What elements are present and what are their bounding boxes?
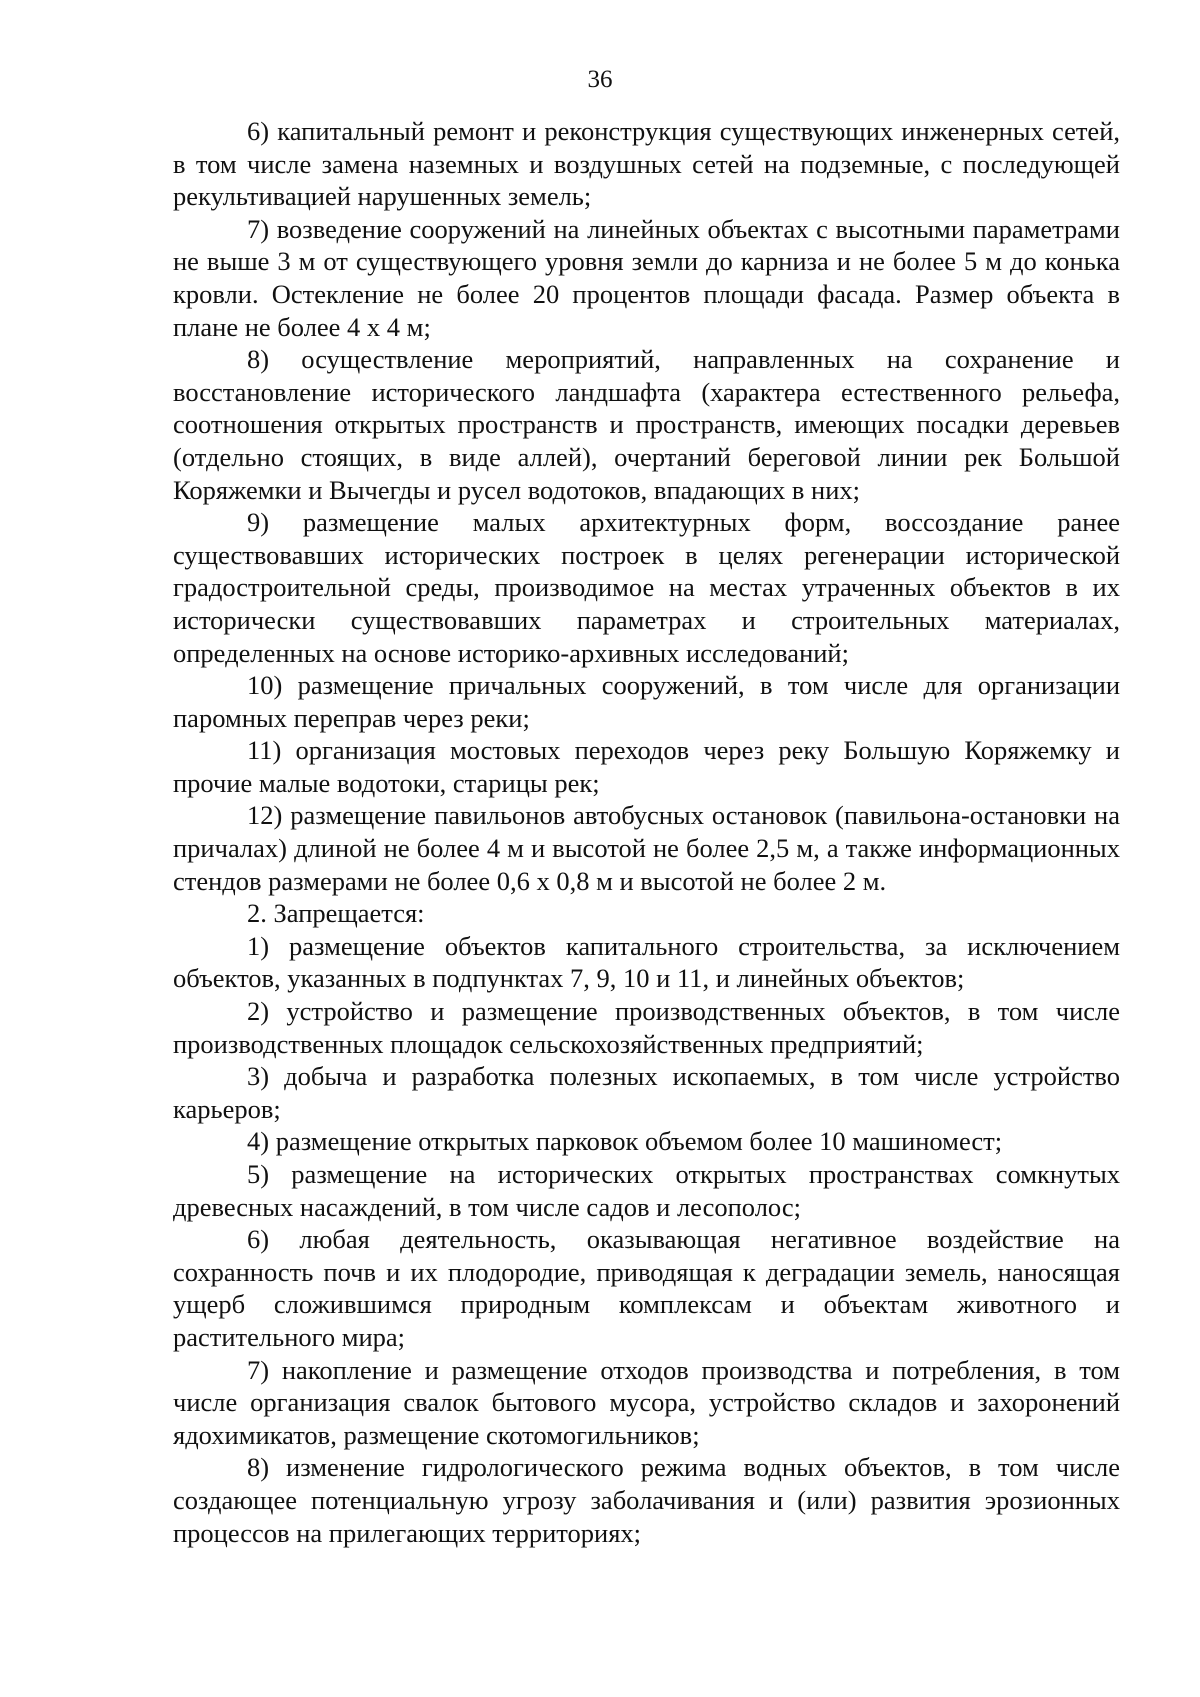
paragraph-prohibited-5: 5) размещение на исторических открытых пространствах сомкнутых древесных насаждений, в том числе садов и лесополос; <box>173 1159 1120 1222</box>
paragraph-prohibited-6: 6) любая деятельность, оказывающая негативное воздействие на сохранность почв и их плодородие, приводящая к деградации земель, наносящая ущерб сложившимся природным комплексам и объектам животного и растительного мира; <box>173 1224 1120 1352</box>
paragraph-item-12-pavilions: 12) размещение павильонов автобусных остановок (павильона-остановки на причалах) длиной не более 4 м и высотой не более 2,5 м, а также информационных стендов размерами не более 0,6 х 0,8 м и высотой не более 2 м. <box>173 800 1120 896</box>
paragraph-item-9-small-forms: 9) размещение малых архитектурных форм, воссоздание ранее существовавших исторических построек в целях регенерации исторической градостроительной среды, производимое на местах утраченных объектов в их исторически существовавших параметрах и строительных материалах, определенных на основе историко-архивных исследований; <box>173 507 1120 668</box>
paragraph-item-6-capital-repair: 6) капитальный ремонт и реконструкция существующих инженерных сетей, в том числе замена наземных и воздушных сетей на подземные, с последующей рекультивацией нарушенных земель; <box>173 116 1120 212</box>
paragraph-prohibited-8: 8) изменение гидрологического режима водных объектов, в том числе создающее потенциальную угрозу заболачивания и (или) развития эрозионных процессов на прилегающих территориях; <box>173 1452 1120 1548</box>
section-heading-prohibited: 2. Запрещается: <box>247 898 425 929</box>
paragraph-prohibited-4: 4) размещение открытых парковок объемом более 10 машиномест; <box>247 1126 1003 1157</box>
paragraph-item-11-bridges: 11) организация мостовых переходов через реку Большую Коряжемку и прочие малые водотоки, старицы рек; <box>173 735 1120 798</box>
paragraph-prohibited-2: 2) устройство и размещение производственных объектов, в том числе производственных площадок сельскохозяйственных предприятий; <box>173 996 1120 1059</box>
paragraph-prohibited-3: 3) добыча и разработка полезных ископаемых, в том числе устройство карьеров; <box>173 1061 1120 1124</box>
page-number: 36 <box>587 66 613 93</box>
paragraph-item-10-piers: 10) размещение причальных сооружений, в том числе для организации паромных переправ через реки; <box>173 670 1120 733</box>
paragraph-item-8-landscape: 8) осуществление мероприятий, направленных на сохранение и восстановление исторического ландшафта (характера естественного рельефа, соотношения открытых пространств и пространств, имеющих посадки деревьев (отдельно стоящих, в виде аллей), очертаний береговой линии рек Большой Коряжемки и Вычегды и русел водотоков, впадающих в них; <box>173 344 1120 505</box>
paragraph-item-7-structures: 7) возведение сооружений на линейных объектах с высотными параметрами не выше 3 м от существующего уровня земли до карниза и не более 5 м до конька кровли. Остекление не более 20 процентов площади фасада. Размер объекта в плане не более 4 х 4 м; <box>173 213 1120 342</box>
document-body <box>173 115 1120 1549</box>
paragraph-prohibited-7: 7) накопление и размещение отходов производства и потребления, в том числе организация свалок бытового мусора, устройство складов и захоронений ядохимикатов, размещение скотомогильников; <box>173 1354 1120 1450</box>
paragraph-prohibited-1: 1) размещение объектов капитального строительства, за исключением объектов, указанных в подпунктах 7, 9, 10 и 11, и линейных объектов; <box>173 930 1120 994</box>
